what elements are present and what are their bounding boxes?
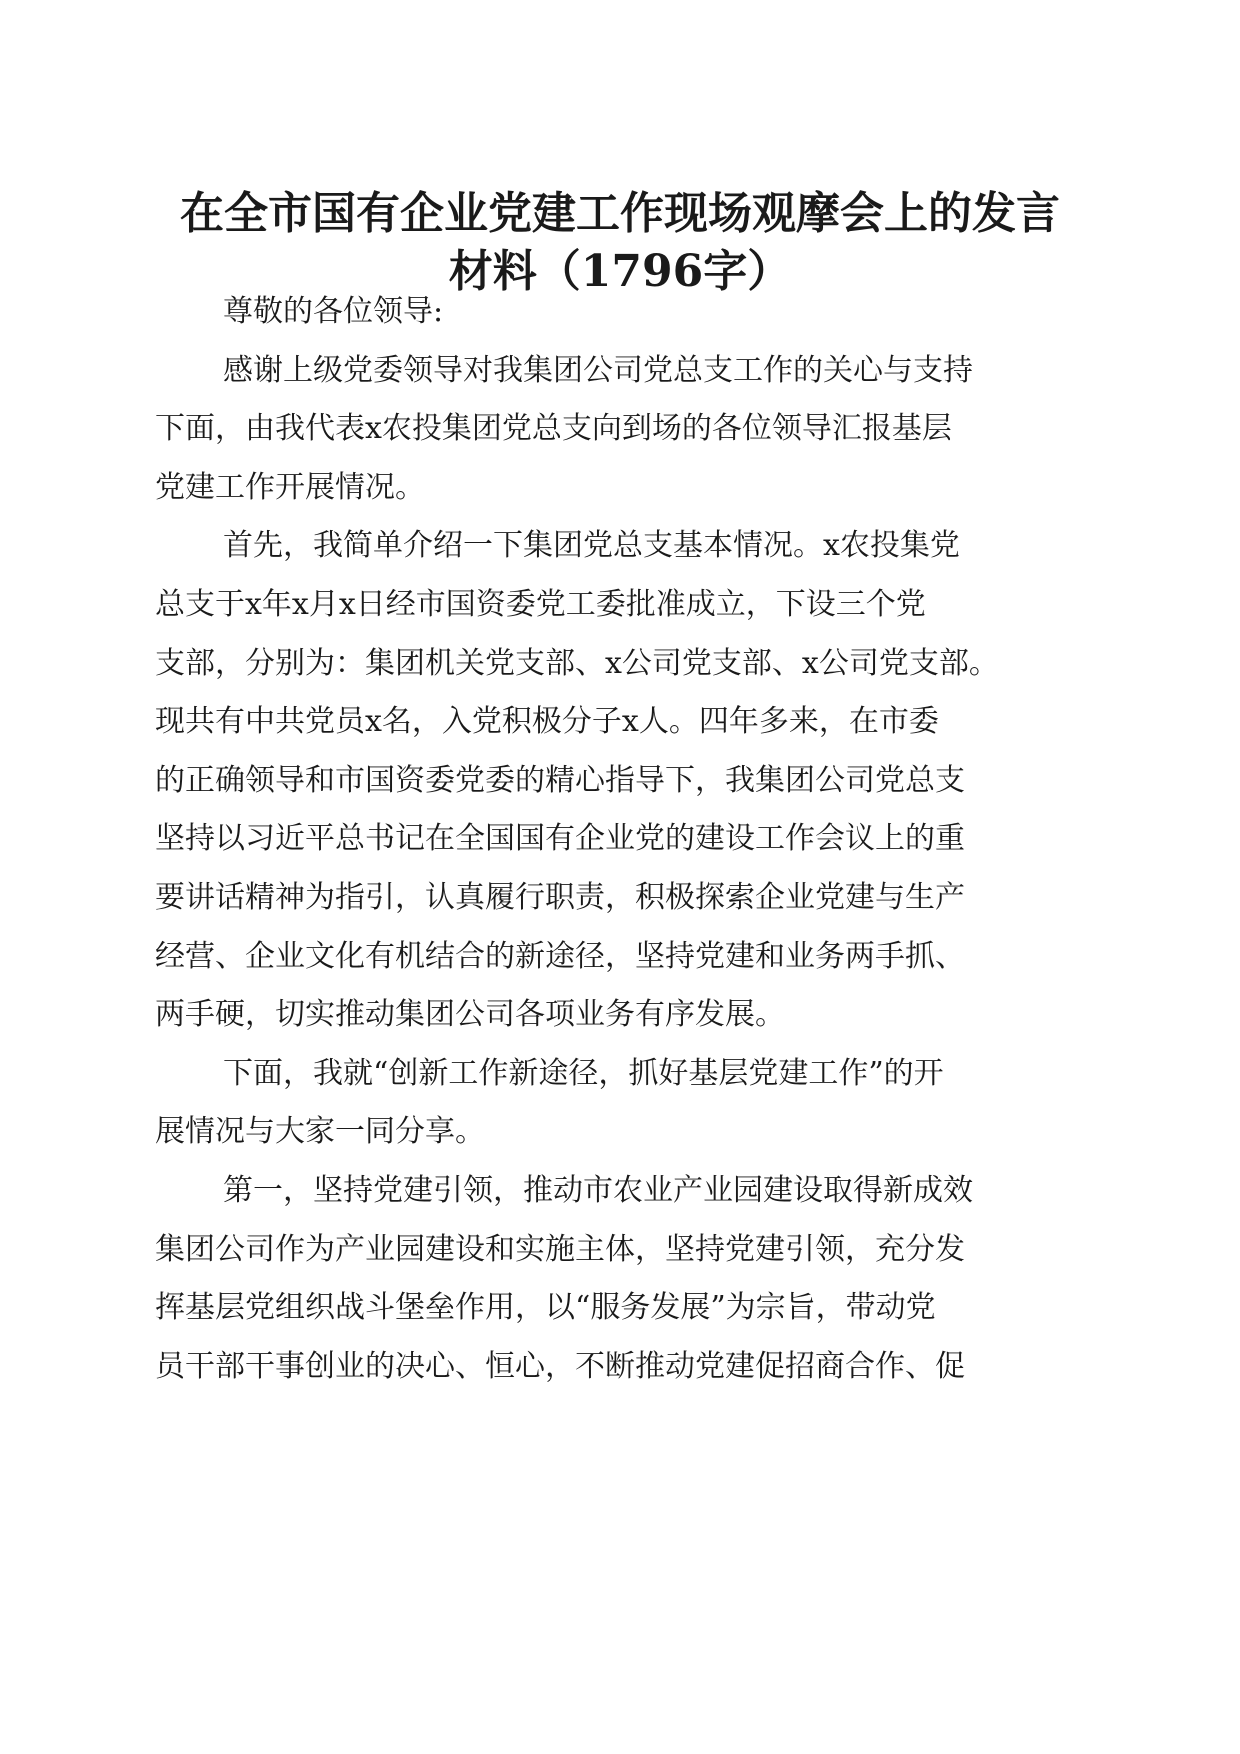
- body-line: 坚持以习近平总书记在全国国有企业党的建设工作会议上的重: [155, 821, 965, 857]
- body-line: 下面，由我代表x农投集团党总支向到场的各位领导汇报基层: [155, 411, 952, 447]
- body-line: 总支于x年x月x日经市国资委党工委批准成立，下设三个党: [155, 587, 926, 622]
- body-line: 经营、企业文化有机结合的新途径，坚持党建和业务两手抓、: [155, 938, 965, 974]
- body-line: 党建工作开展情况。: [155, 469, 425, 505]
- document-title-line-1: 在全市国有企业党建工作现场观摩会上的发言: [180, 188, 1060, 239]
- body-line: 现共有中共党员x名，入党积极分子x人。四年多来，在市委: [155, 704, 939, 740]
- body-line: 下面，我就“创新工作新途径，抓好基层党建工作”的开: [223, 1055, 944, 1091]
- body-line: 尊敬的各位领导:: [223, 294, 444, 329]
- body-line: 两手硬，切实推动集团公司各项业务有序发展。: [155, 997, 785, 1033]
- body-line: 感谢上级党委领导对我集团公司党总支工作的关心与支持: [223, 352, 973, 388]
- body-line: 支部，分别为：集团机关党支部、x公司党支部、x公司党支部。: [155, 645, 999, 681]
- body-line: 员干部干事创业的决心、恒心，不断推动党建促招商合作、促: [155, 1348, 965, 1384]
- body-line: 首先，我简单介绍一下集团党总支基本情况。x农投集党: [223, 528, 960, 564]
- body-line: 的正确领导和市国资委党委的精心指导下，我集团公司党总支: [155, 762, 965, 798]
- body-line: 要讲话精神为指引，认真履行职责，积极探索企业党建与生产: [155, 880, 965, 915]
- body-line: 挥基层党组织战斗堡垒作用，以“服务发展”为宗旨，带动党: [155, 1290, 936, 1326]
- body-line: 集团公司作为产业园建设和实施主体，坚持党建引领，充分发: [155, 1231, 965, 1267]
- body-line: 展情况与大家一同分享。: [155, 1114, 485, 1150]
- body-line: 第一，坚持党建引领，推动市农业产业园建设取得新成效: [223, 1173, 973, 1208]
- document-title-line-2: 材料（1796字）: [448, 246, 792, 297]
